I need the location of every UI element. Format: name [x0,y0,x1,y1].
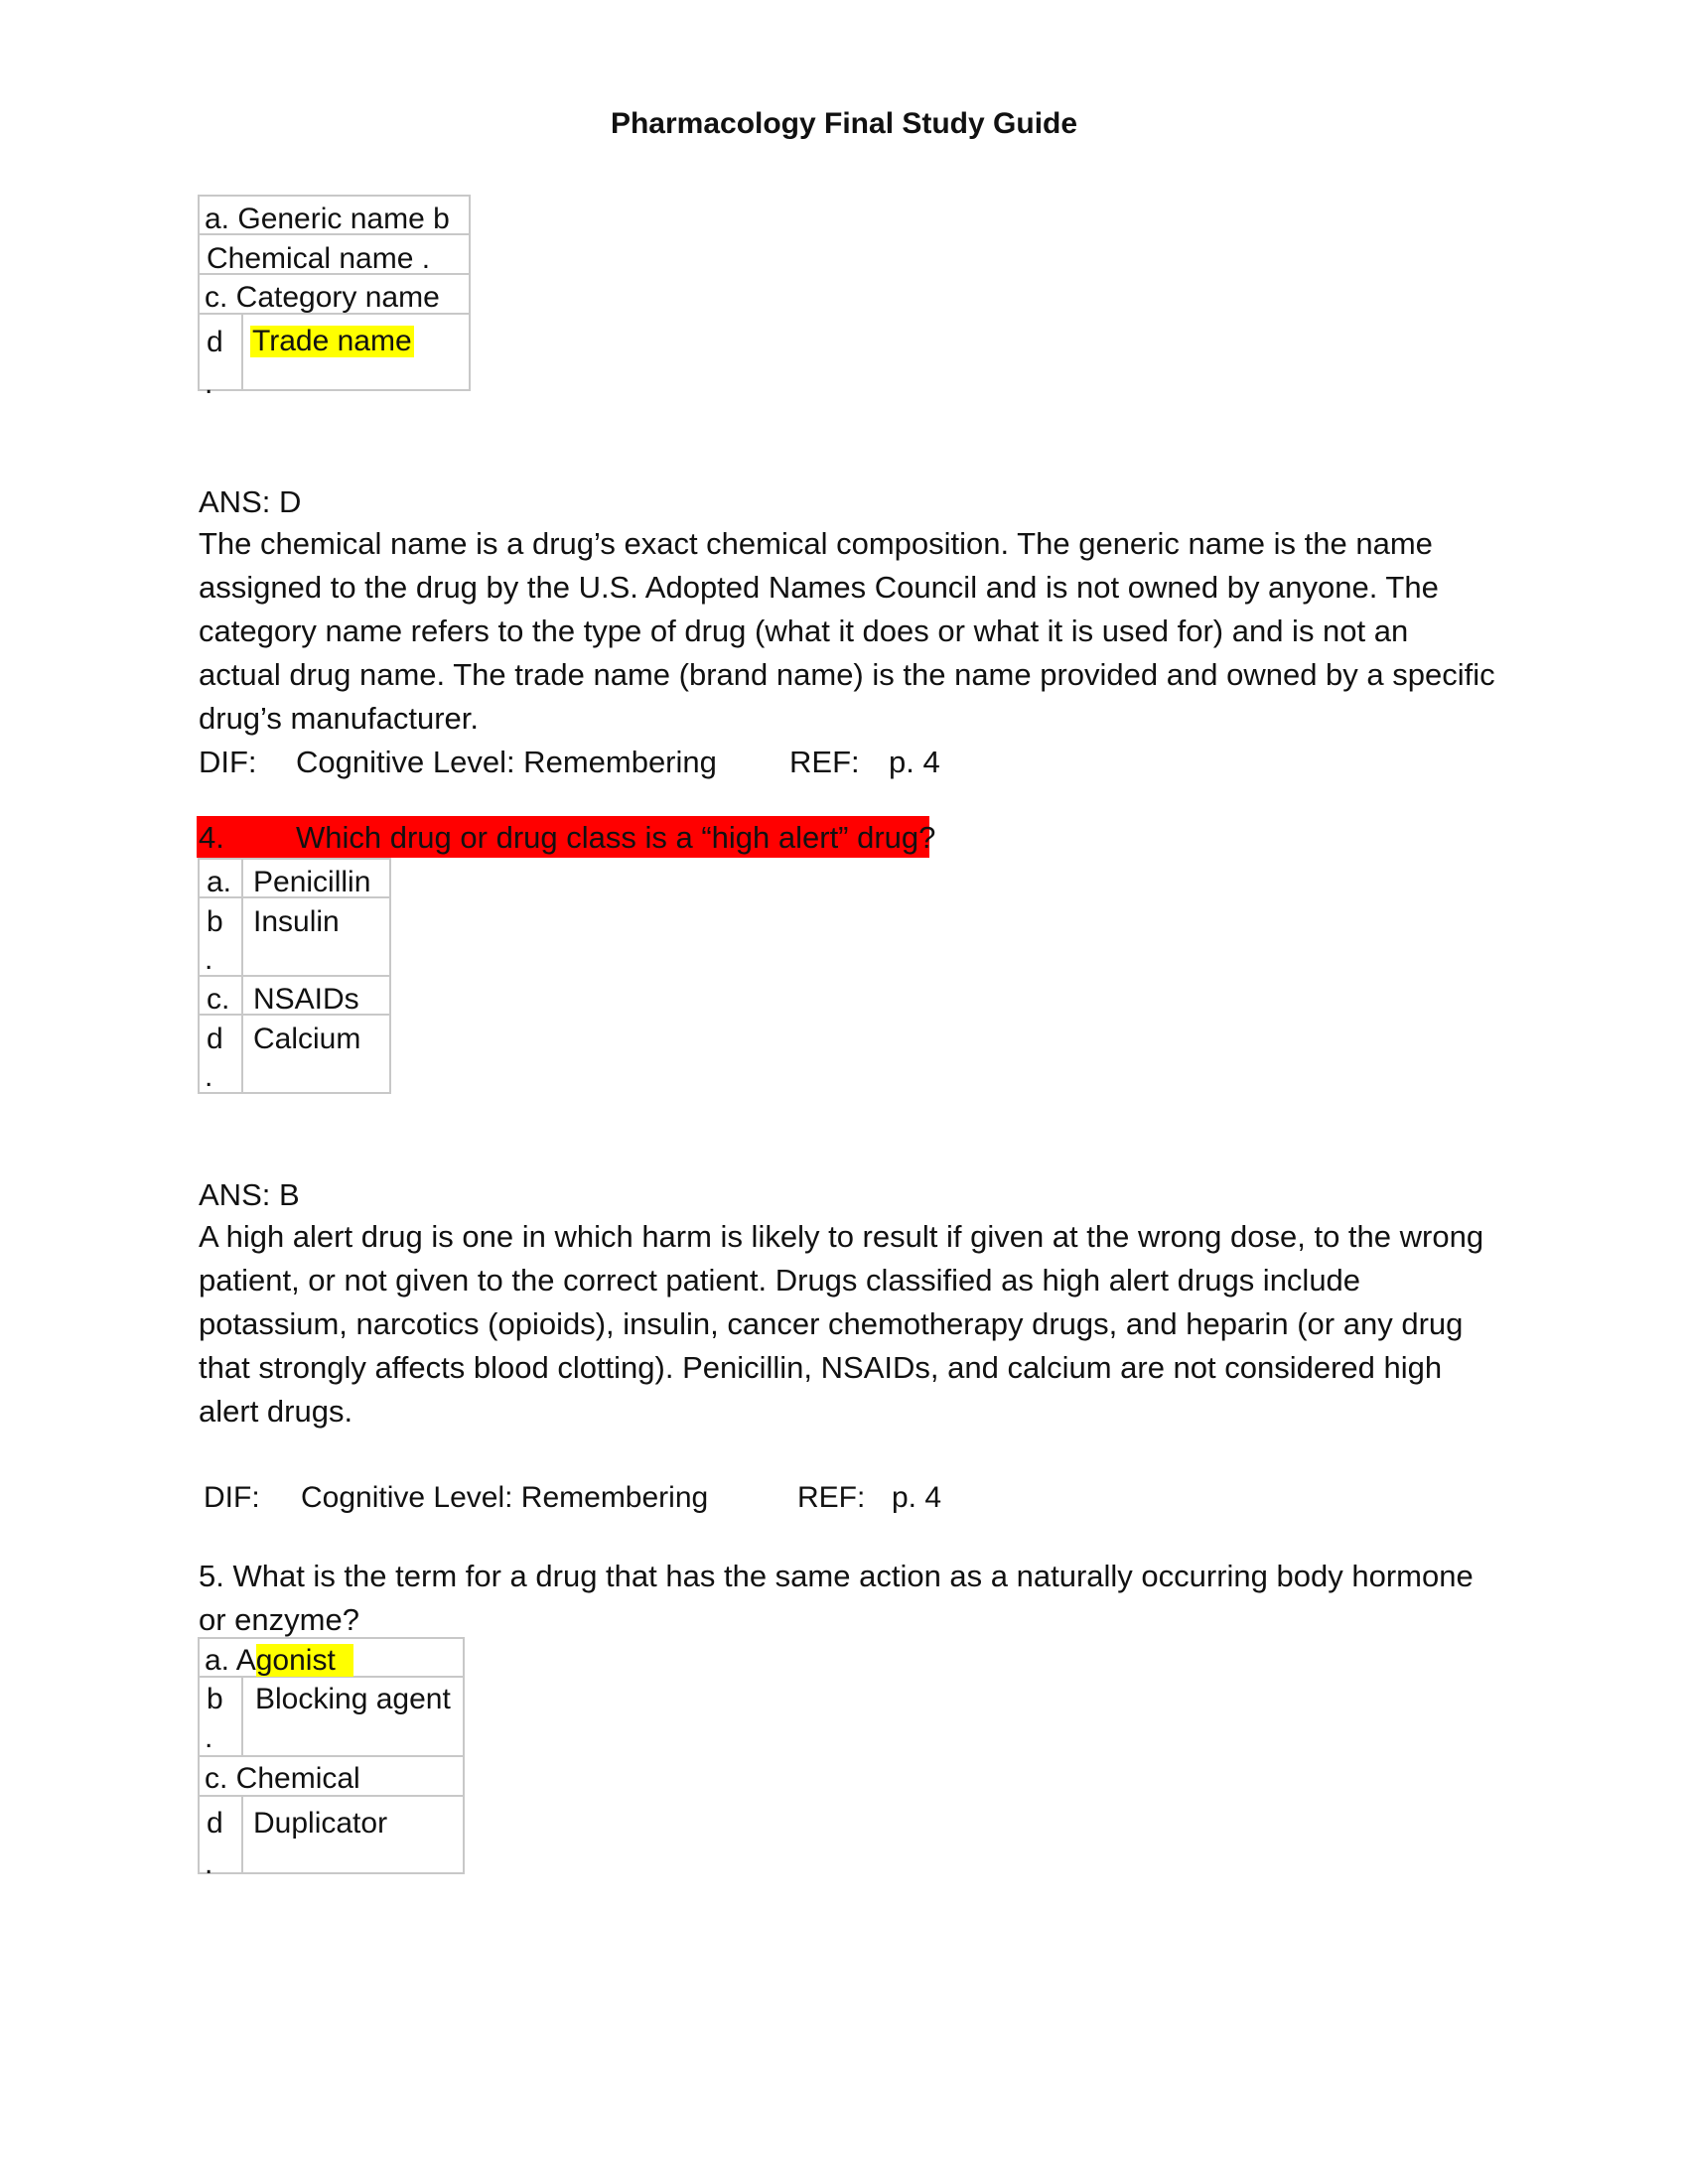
q4-option-d: Calcium [253,1023,361,1055]
table-divider [241,313,243,391]
q4-answer: ANS: B [199,1177,300,1212]
rationale-line: assigned to the drug by the U.S. Adopted Names Council and is not owned by anyone. The [199,570,1439,605]
q4-option-c: NSAIDs [253,983,359,1016]
q3-option-b: Chemical name . [207,242,431,275]
table-divider [198,1755,465,1757]
q5-option-d: Duplicator [253,1807,388,1840]
q3-option-a: a. Generic name b [205,203,450,235]
question-line: 5. What is the term for a drug that has the same action as a naturally occurring body hormone [199,1559,1474,1593]
rationale-line: alert drugs. [199,1394,353,1429]
q3-option-c: c. Category name [205,281,440,314]
table-divider [198,975,391,977]
q4-dif-label: DIF: [204,1481,260,1514]
q3-dif-label: DIF: [199,745,257,779]
q4-option-a: Penicillin [253,866,371,898]
q4-option-a-letter: a. [207,866,232,898]
q3-answer: ANS: D [199,484,302,519]
question-line: or enzyme? [199,1602,359,1637]
q5-option-b: Blocking agent [255,1683,451,1715]
q4-option-b-dot: . [205,943,213,976]
q5-option-b-letter: b [207,1683,223,1715]
q4-option-b: Insulin [253,905,340,938]
q3-ref-value: p. 4 [889,745,940,779]
table-divider [241,1676,243,1755]
q3-option-d-letter: d [207,326,223,358]
rationale-line: that strongly affects blood clotting). Penicillin, NSAIDs, and calcium are not considered high [199,1350,1443,1385]
q4-rationale [199,1215,1509,1433]
table-divider [241,1795,243,1874]
q5-option-d-dot: . [205,1847,213,1880]
rationale-line: potassium, narcotics (opioids), insulin, cancer chemotherapy drugs, and heparin (or any drug [199,1306,1464,1341]
q4-ref-value: p. 4 [892,1481,942,1514]
table-divider [198,1795,465,1797]
q3-ref-label: REF: [789,745,860,779]
q4-number: 4. [199,820,224,855]
q4-dif-value: Cognitive Level: Remembering [301,1481,709,1514]
q3-option-d-correct: Trade name [252,325,412,357]
rationale-line: category name refers to the type of drug (what it does or what it is used for) and is not an [199,614,1409,648]
q5-option-c: c. Chemical [205,1762,360,1795]
q5-option-a-correct: gonist [256,1644,353,1677]
q4-question: Which drug or drug class is a “high alert” drug? [296,820,936,855]
rationale-line: The chemical name is a drug’s exact chemical composition. The generic name is the name [199,526,1433,561]
q3-option-d-dot: . [205,367,213,400]
q3-dif-value: Cognitive Level: Remembering [296,745,717,779]
q5-option-a [205,1646,353,1676]
rationale-line: patient, or not given to the correct patient. Drugs classified as high alert drugs include [199,1263,1361,1297]
table-divider [241,858,243,1094]
q5-option-a-prefix: a. A [205,1644,256,1677]
q4-option-d-letter: d [207,1023,223,1055]
q5-question [199,1555,1509,1642]
rationale-line: A high alert drug is one in which harm is likely to result if given at the wrong dose, to the wrong [199,1219,1484,1254]
rationale-line: actual drug name. The trade name (brand name) is the name provided and owned by a specific [199,657,1495,692]
q4-option-b-letter: b [207,905,223,938]
q4-ref-label: REF: [797,1481,866,1514]
q3-rationale [199,522,1509,741]
rationale-line: drug’s manufacturer. [199,701,480,736]
q5-option-b-dot: . [205,1721,213,1754]
q5-option-d-letter: d [207,1807,223,1840]
page-title: Pharmacology Final Study Guide [610,107,1078,140]
q4-option-c-letter: c. [207,983,230,1016]
q4-option-d-dot: . [205,1060,213,1093]
